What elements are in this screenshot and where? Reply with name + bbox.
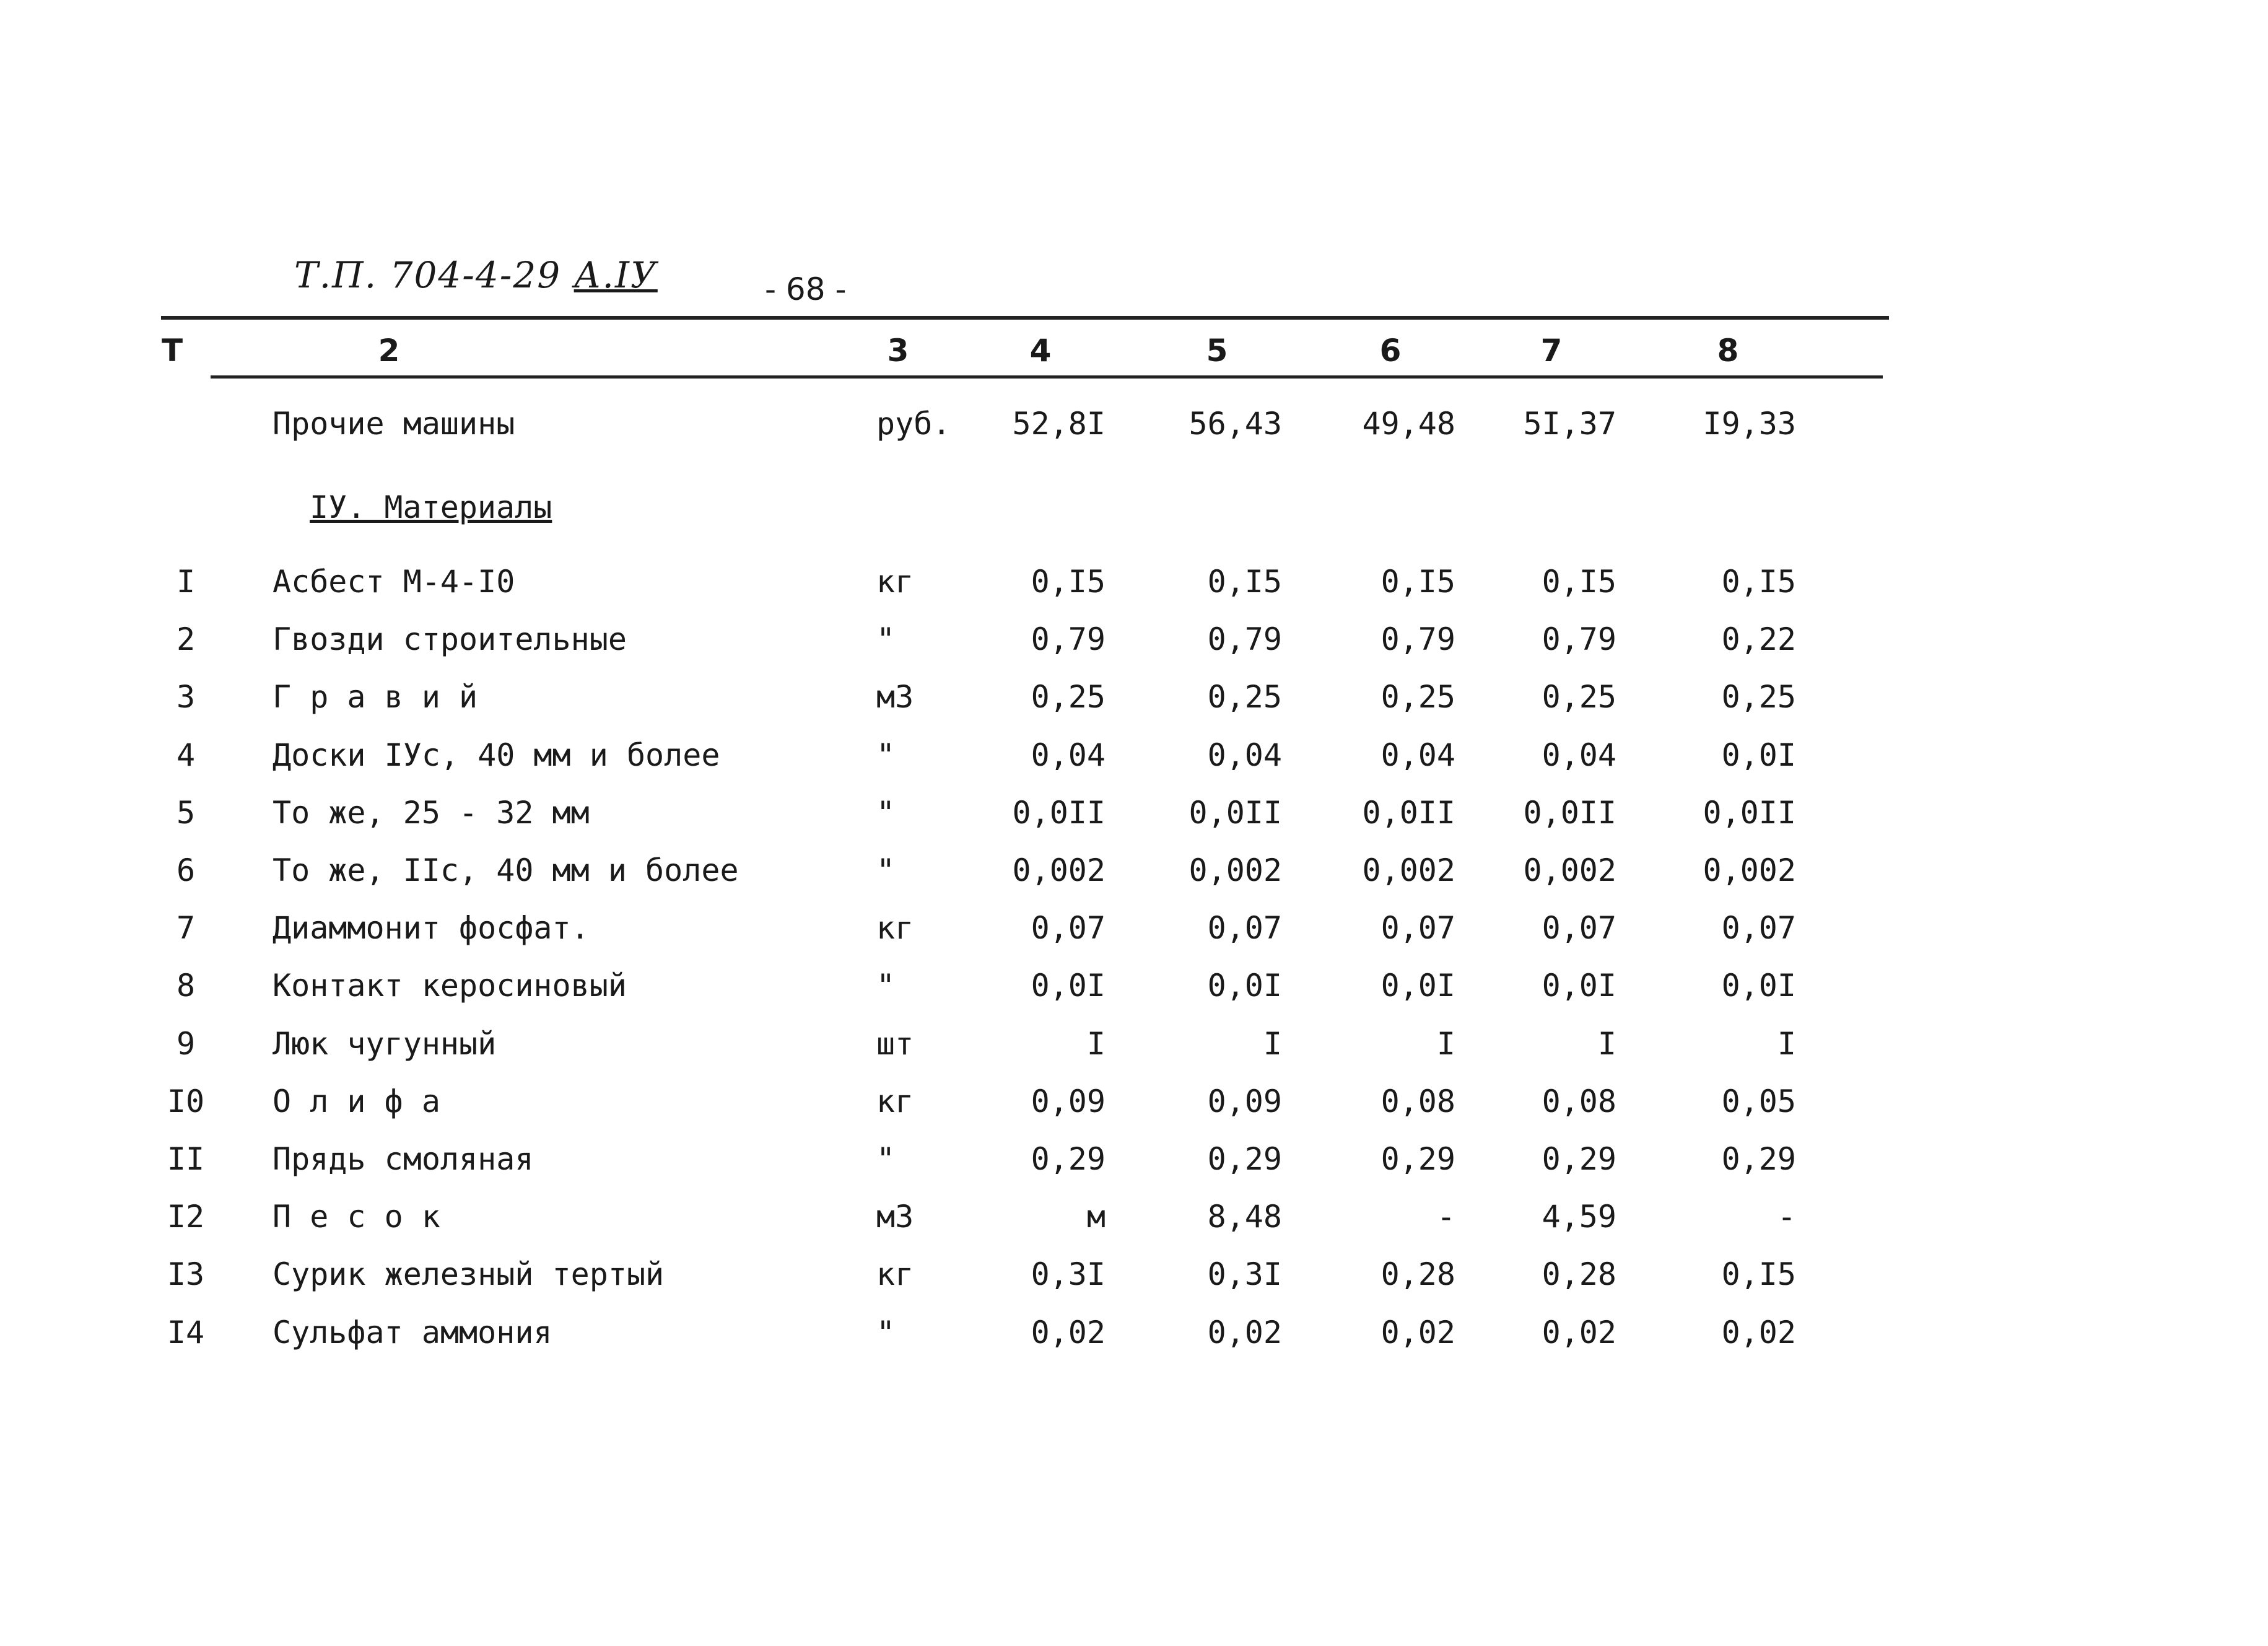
- quantity-value: 0,0I: [1031, 968, 1106, 1004]
- material-name: Г р а в и й: [273, 679, 478, 715]
- quantity-value: 0,28: [1380, 1256, 1455, 1292]
- quantity-value: 0,3I: [1031, 1256, 1106, 1292]
- quantity-value: 0,0II: [1362, 795, 1455, 831]
- unit-of-measure: м3: [876, 1199, 914, 1235]
- row-number: II: [167, 1141, 205, 1177]
- quantity-value: 0,002: [1012, 852, 1106, 888]
- quantity-value: 0,79: [1207, 621, 1282, 657]
- material-name: Сурик железный тертый: [273, 1256, 665, 1292]
- quantity-value: 0,04: [1542, 737, 1616, 773]
- quantity-value: 0,02: [1031, 1315, 1106, 1351]
- column-number-5: 5: [1206, 333, 1228, 369]
- top-row-value: 56,43: [1189, 406, 1282, 442]
- row-number: 9: [176, 1026, 196, 1062]
- quantity-value: 8,48: [1207, 1199, 1282, 1235]
- quantity-value: -: [1436, 1199, 1455, 1235]
- quantity-value: 0,04: [1207, 737, 1282, 773]
- material-name: Прядь смоляная: [273, 1141, 534, 1177]
- quantity-value: 0,0II: [1012, 795, 1106, 831]
- unit-of-measure: шт: [876, 1026, 914, 1062]
- quantity-value: 0,29: [1207, 1141, 1282, 1177]
- quantity-value: 0,0I: [1721, 968, 1796, 1004]
- quantity-value: 0,0II: [1523, 795, 1616, 831]
- quantity-value: 0,25: [1721, 679, 1796, 715]
- quantity-value: 0,08: [1542, 1083, 1616, 1119]
- unit-of-measure: ": [876, 795, 896, 831]
- quantity-value: 0,I5: [1542, 564, 1616, 600]
- material-name: Диаммонит фосфат.: [273, 910, 590, 946]
- quantity-value: 0,07: [1031, 910, 1106, 946]
- quantity-value: 0,09: [1207, 1083, 1282, 1119]
- quantity-value: 0,02: [1542, 1315, 1616, 1351]
- column-number-6: 6: [1379, 333, 1402, 369]
- row-number: I4: [167, 1315, 205, 1351]
- unit-of-measure: м3: [876, 679, 914, 715]
- quantity-value: 0,I5: [1721, 564, 1796, 600]
- quantity-value: 0,22: [1721, 621, 1796, 657]
- material-name: Люк чугунный: [273, 1026, 497, 1062]
- unit-of-measure: кг: [876, 910, 914, 946]
- material-name: Контакт керосиновый: [273, 968, 627, 1004]
- quantity-value: 4,59: [1542, 1199, 1616, 1235]
- unit-of-measure: ": [876, 852, 896, 888]
- section-title: IУ. Материалы: [310, 489, 552, 525]
- column-number-3: 3: [887, 333, 909, 369]
- top-row-unit: руб.: [876, 406, 951, 442]
- column-number-2: 2: [378, 333, 400, 369]
- column-number-7: 7: [1540, 333, 1563, 369]
- quantity-value: 0,002: [1703, 852, 1796, 888]
- unit-of-measure: ": [876, 737, 896, 773]
- quantity-value: 0,25: [1031, 679, 1106, 715]
- row-number: 4: [176, 737, 196, 773]
- quantity-value: 0,29: [1380, 1141, 1455, 1177]
- material-name: То же, IIс, 40 мм и более: [273, 852, 739, 888]
- album-number: А.IУ: [574, 254, 658, 296]
- quantity-value: 0,29: [1721, 1141, 1796, 1177]
- unit-of-measure: кг: [876, 1256, 914, 1292]
- quantity-value: 0,3I: [1207, 1256, 1282, 1292]
- quantity-value: 0,I5: [1031, 564, 1106, 600]
- quantity-value: 0,28: [1542, 1256, 1616, 1292]
- table-top-rule: [161, 316, 1889, 320]
- quantity-value: 0,I5: [1207, 564, 1282, 600]
- row-number: 5: [176, 795, 196, 831]
- quantity-value: 0,04: [1380, 737, 1455, 773]
- quantity-value: 0,02: [1721, 1315, 1796, 1351]
- column-number-8: 8: [1717, 333, 1739, 369]
- unit-of-measure: ": [876, 1315, 896, 1351]
- quantity-value: 0,002: [1362, 852, 1455, 888]
- row-number: 8: [176, 968, 196, 1004]
- quantity-value: 0,07: [1207, 910, 1282, 946]
- quantity-value: 0,002: [1523, 852, 1616, 888]
- quantity-value: 0,07: [1380, 910, 1455, 946]
- quantity-value: 0,25: [1207, 679, 1282, 715]
- row-number: 3: [176, 679, 196, 715]
- quantity-value: 0,29: [1542, 1141, 1616, 1177]
- quantity-value: м: [1086, 1199, 1106, 1235]
- quantity-value: 0,04: [1031, 737, 1106, 773]
- material-name: П е с о к: [273, 1199, 440, 1235]
- material-name: Сульфат аммония: [273, 1315, 552, 1351]
- material-name: Гвозди строительные: [273, 621, 627, 657]
- unit-of-measure: ": [876, 1141, 896, 1177]
- document-code: [294, 254, 658, 296]
- quantity-value: 0,79: [1542, 621, 1616, 657]
- quantity-value: 0,05: [1721, 1083, 1796, 1119]
- quantity-value: 0,02: [1207, 1315, 1282, 1351]
- quantity-value: I: [1777, 1026, 1796, 1062]
- quantity-value: 0,09: [1031, 1083, 1106, 1119]
- quantity-value: I: [1436, 1026, 1455, 1062]
- quantity-value: I: [1086, 1026, 1106, 1062]
- row-number: I3: [167, 1256, 205, 1292]
- top-row-value: 52,8I: [1012, 406, 1106, 442]
- doc-code-text: Т.П. 704-4-29: [294, 254, 562, 296]
- column-number-1: Т: [161, 333, 183, 369]
- quantity-value: 0,79: [1380, 621, 1455, 657]
- quantity-value: 0,0II: [1703, 795, 1796, 831]
- row-number: I: [176, 564, 196, 600]
- quantity-value: I: [1597, 1026, 1616, 1062]
- top-row-value: I9,33: [1703, 406, 1796, 442]
- quantity-value: 0,02: [1380, 1315, 1455, 1351]
- quantity-value: 0,0I: [1380, 968, 1455, 1004]
- row-number: 6: [176, 852, 196, 888]
- page-number: - 68 -: [765, 271, 847, 307]
- top-row-value: 5I,37: [1523, 406, 1616, 442]
- material-name: О л и ф а: [273, 1083, 440, 1119]
- quantity-value: 0,0I: [1207, 968, 1282, 1004]
- material-name: Асбест М-4-I0: [273, 564, 515, 600]
- unit-of-measure: кг: [876, 1083, 914, 1119]
- quantity-value: 0,25: [1542, 679, 1616, 715]
- quantity-value: 0,79: [1031, 621, 1106, 657]
- quantity-value: -: [1777, 1199, 1796, 1235]
- row-number: I0: [167, 1083, 205, 1119]
- unit-of-measure: ": [876, 621, 896, 657]
- quantity-value: I: [1263, 1026, 1282, 1062]
- column-number-4: 4: [1029, 333, 1052, 369]
- quantity-value: 0,002: [1189, 852, 1282, 888]
- quantity-value: 0,08: [1380, 1083, 1455, 1119]
- material-name: Доски IУс, 40 мм и более: [273, 737, 720, 773]
- quantity-value: 0,25: [1380, 679, 1455, 715]
- quantity-value: 0,0II: [1189, 795, 1282, 831]
- quantity-value: 0,0I: [1721, 737, 1796, 773]
- top-row-name: Прочие машины: [273, 406, 515, 442]
- unit-of-measure: ": [876, 968, 896, 1004]
- table-header-rule: [211, 375, 1883, 379]
- unit-of-measure: кг: [876, 564, 914, 600]
- quantity-value: 0,I5: [1380, 564, 1455, 600]
- quantity-value: 0,07: [1721, 910, 1796, 946]
- quantity-value: 0,07: [1542, 910, 1616, 946]
- quantity-value: 0,0I: [1542, 968, 1616, 1004]
- row-number: 7: [176, 910, 196, 946]
- row-number: 2: [176, 621, 196, 657]
- row-number: I2: [167, 1199, 205, 1235]
- top-row-value: 49,48: [1362, 406, 1455, 442]
- quantity-value: 0,29: [1031, 1141, 1106, 1177]
- material-name: То же, 25 - 32 мм: [273, 795, 590, 831]
- quantity-value: 0,I5: [1721, 1256, 1796, 1292]
